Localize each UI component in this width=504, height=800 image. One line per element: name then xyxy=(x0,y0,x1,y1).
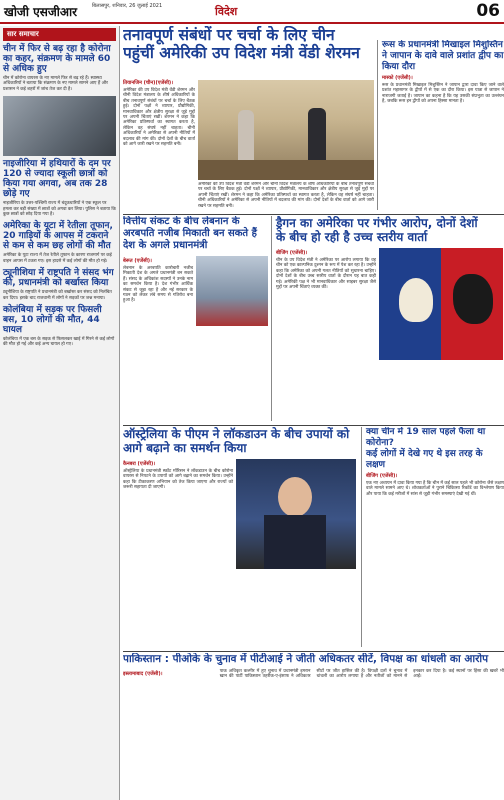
australia-body: ऑस्ट्रेलिया के प्रधानमंत्री स्कॉट मॉरिसन ने लॉकडाउन के बीच कोरोना वायरस से निपटने के उपायों को आगे बढ़ाने का समर्थन किया। उन्होंने कहा कि टीकाकरण अभियान को तेज किया जाएगा और राज्यों को जरूरी सहायता दी जाएगी। xyxy=(123,469,233,491)
lebanon-body: लेबनान के अरबपति कारोबारी नजीब मिकाती देश के अगले प्रधानमंत्री बन सकते हैं। संसद के अधिकांश सदस्यों ने उनके नाम का समर्थन किया है। देश गंभीर आर्थिक संकट से जूझ रहा है और नई सरकार के गठन को लेकर लंबे समय से गतिरोध बना हुआ है। xyxy=(123,266,193,304)
brief-photo xyxy=(3,96,116,156)
pakistan-byline: इस्लामाबाद (एजेंसी)। xyxy=(123,671,163,677)
news-briefs-sidebar xyxy=(0,26,120,800)
dragon-shape xyxy=(453,274,493,324)
dragon-byline: बीजिंग (एजेंसी)। xyxy=(276,250,308,256)
pakistan-body: पाक अधिकृत कश्मीर में हुए चुनाव में प्रधानमंत्री इमरान खान की पार्टी पाकिस्तान तहरीक-ए-इंसाफ ने अधिकतर सीटों पर जीत हासिल की है। विपक्षी दलों ने चुनाव में धांधली का आरोप लगाया है और नतीजों को मानने से इनकार कर दिया है। कई स्थानों पर हिंसा की खबरें भी आईं। xyxy=(219,669,504,680)
eagle-dragon-illustration xyxy=(379,248,503,360)
section-divider xyxy=(123,425,504,426)
covid-body: एक नए अध्ययन में दावा किया गया है कि चीन में कई साल पहले भी कोरोना जैसे लक्षण वाले मामले सामने आए थे। शोधकर्ताओं ने पुराने चिकित्सा रिकॉर्ड का विश्लेषण किया और पाया कि कई मरीजों में सांस से जुड़ी गंभीर समस्याएं देखी गई थीं। xyxy=(366,481,504,497)
brief-title: अमेरिका के यूटा में रेतीला तूफान, 20 गाड़ियों के आपस में टकराने से कम से कम छह लोगों की मौत xyxy=(3,221,113,252)
australia-pm-photo xyxy=(236,459,356,569)
lead-byline: तियानजिन (चीन)(एजेंसी)। xyxy=(123,80,174,86)
eagle-shape xyxy=(399,278,433,322)
russia-byline: मास्को (एजेंसी)। xyxy=(382,75,413,81)
main-news-area xyxy=(123,26,504,800)
brief-item xyxy=(3,159,116,217)
brief-body: ट्यूनीशिया के राष्ट्रपति ने प्रधानमंत्री को बर्खास्त कर संसद को निलंबित कर दिया। इसके बाद राजधानी में लोगों ने सड़कों पर जश्न मनाया। xyxy=(3,290,112,301)
australia-byline: कैनबरा (एजेंसी)। xyxy=(123,461,156,467)
brief-body: अमेरिका के यूटा राज्य में तेज रेतीले तूफान के कारण राजमार्ग पर कई वाहन आपस में टकरा गए। इस हादसे में कई लोगों की मौत हो गई। xyxy=(3,253,112,264)
page-number: 06 xyxy=(476,1,500,21)
covid-headline-line2: कई लोगों में देखे गए थे इस तरह के लक्षण xyxy=(366,449,483,470)
sidebar-header: सार समाचार xyxy=(3,28,116,41)
brief-item xyxy=(3,44,116,92)
pakistan-story xyxy=(123,653,504,800)
lead-story-text xyxy=(123,78,195,210)
dragon-headline-line1: ड्रैगन का अमेरिका पर गंभीर आरोप, दोनों देशों xyxy=(276,216,478,230)
masthead xyxy=(0,0,504,24)
brief-title: नाइजीरिया में हथियारों के दम पर 120 से ज्यादा स्कूली छात्रों को किया गया अगवा, अब तक 28 छोड़े गए xyxy=(3,159,111,200)
lead-headline-block xyxy=(123,26,373,76)
lebanon-protest-photo xyxy=(196,256,268,326)
brief-body: चीन में कोरोना वायरस के नए मामले फिर से बढ़ रहे हैं। स्वास्थ्य अधिकारियों ने बताया कि संक्रमण के नए मामले सामने आए हैं और प्रशासन ने कई शहरों में जांच तेज कर दी है। xyxy=(3,76,108,92)
brief-title: ट्यूनीशिया में राष्ट्रपति ने संसद भंग की, प्रधानमंत्री को बर्खास्त किया xyxy=(3,268,114,289)
lebanon-headline: वित्तीय संकट के बीच लेबनान के अरबपति नजीब मिकाती बन सकते हैं देश के अगले प्रधानमंत्री xyxy=(123,216,257,251)
russia-body: रूस के प्रधानमंत्री मिखाइल मिशुस्तिन ने जापान द्वारा दावा किए जाने वाले प्रशांत महासागर के द्वीपों में से एक का दौरा किया। इस यात्रा से जापान ने नाराजगी जताई है। जापान का कहना है कि यह उसकी संप्रभुता का उल्लंघन है, जबकि रूस इन द्वीपों को अपना हिस्सा मानता है। xyxy=(382,83,504,105)
russia-story xyxy=(377,40,504,210)
section-divider xyxy=(123,651,504,652)
lebanon-story xyxy=(123,216,268,421)
pakistan-headline: पाकिस्तान : पीओके के चुनाव में पीटीआई ने जीती अधिकतर सीटें, विपक्ष का धांधली का आरोप xyxy=(123,653,489,665)
dragon-body: चीन के उप विदेश मंत्री ने अमेरिका पर आरोप लगाया कि वह चीन को एक काल्पनिक दुश्मन के रूप में पेश कर रहा है। उन्होंने कहा कि अमेरिका को अपनी गलत नीतियों को सुधारना चाहिए। दोनों देशों के बीच उच्च स्तरीय वार्ता के दौरान यह बात कही गई। अमेरिकी पक्ष ने भी मानवाधिकार और साइबर सुरक्षा जैसे मुद्दों पर अपनी चिंताएं व्यक्त कीं। xyxy=(276,258,376,291)
brief-title: चीन में फिर से बढ़ रहा है कोरोना का कहर, संक्रमण के मामले 60 से अधिक हुए xyxy=(3,44,111,74)
dragon-headline-line2: के बीच हो रही है उच्च स्तरीय वार्ता xyxy=(276,230,428,244)
brief-body: नाइजीरिया के उत्तर-पश्चिमी राज्य में बंदूकधारियों ने एक स्कूल पर हमला कर बड़ी संख्या में छात्रों को अगवा कर लिया। पुलिस ने बताया कि कुछ छात्रों को छोड़ दिया गया है। xyxy=(3,201,116,218)
newspaper-brand: खोजी एसजीआर xyxy=(4,5,78,19)
australia-story xyxy=(123,427,358,647)
lebanon-byline: बेरूत (एजेंसी)। xyxy=(123,258,152,264)
russia-headline: रूस के प्रधानमंत्री मिखाइल मिशुस्तिन ने जापान के दावे वाले प्रशांत द्वीप का किया दौरा xyxy=(382,40,504,72)
lead-story-photo xyxy=(198,80,374,180)
dateline: बिलासपुर, शनिवार, 26 जुलाई 2021 xyxy=(92,3,163,9)
covid-origin-story xyxy=(361,427,504,647)
brief-item xyxy=(3,305,116,348)
covid-byline: बीजिंग (एजेंसी)। xyxy=(366,473,398,479)
lead-body-continued: अमेरिका की उप विदेश मंत्री वेंडी शेरमन और चीनी विदेश मंत्रालय के शीर्ष अधिकारियों के बीच तनावपूर्ण संबंधों पर चर्चा के लिए बैठक हुई। दोनों पक्षों ने व्यापार, प्रौद्योगिकी, मानवाधिकार और क्षेत्रीय सुरक्षा से जुड़े मुद्दों पर अपनी चिंताएं रखीं। शेरमन ने कहा कि अमेरिका प्रतिस्पर्धा का स्वागत करता है, लेकिन वह संघर्ष नहीं चाहता। चीनी अधिकारियों ने अमेरिका से अपनी नीतियों में बदलाव की मांग की। दोनों देशों के बीच वार्ता को आगे जारी रखने पर सहमति बनी। xyxy=(198,182,374,209)
lead-headline-line2: पहुंचीं अमेरिकी उप विदेश मंत्री वेंडी शेरमन xyxy=(123,44,360,62)
brief-item xyxy=(3,221,116,264)
lead-headline-line1: तनावपूर्ण संबंधों पर चर्चा के लिए चीन xyxy=(123,26,335,44)
section-divider xyxy=(123,214,504,215)
lead-story-text-continued xyxy=(198,182,374,210)
covid-headline-line1: क्या चीन में 19 साल पहले फैला था कोरोना? xyxy=(366,427,486,448)
section-title: विदेश xyxy=(215,5,238,18)
brief-title: कोलंबिया में सड़क पर फिसली बस, 10 लोगों की मौत, 44 घायल xyxy=(3,305,102,336)
brief-body: कोलंबिया में एक बस के सड़क से फिसलकर खाई में गिरने से कई लोगों की मौत हो गई और कई अन्य घायल हो गए। xyxy=(3,337,115,348)
lead-body: अमेरिका की उप विदेश मंत्री वेंडी शेरमन और चीनी विदेश मंत्रालय के शीर्ष अधिकारियों के बीच तनावपूर्ण संबंधों पर चर्चा के लिए बैठक हुई। दोनों पक्षों ने व्यापार, प्रौद्योगिकी, मानवाधिकार और क्षेत्रीय सुरक्षा से जुड़े मुद्दों पर अपनी चिंताएं रखीं। शेरमन ने कहा कि अमेरिका प्रतिस्पर्धा का स्वागत करता है, लेकिन वह संघर्ष नहीं चाहता। चीनी अधिकारियों ने अमेरिका से अपनी नीतियों में बदलाव की मांग की। दोनों देशों के बीच वार्ता को आगे जारी रखने पर सहमति बनी। xyxy=(123,88,195,148)
china-us-talks-story xyxy=(271,216,504,421)
australia-headline: ऑस्ट्रेलिया के पीएम ने लॉकडाउन के बीच उपायों को आगे बढ़ाने का समर्थन किया xyxy=(123,427,350,455)
brief-item xyxy=(3,268,116,301)
